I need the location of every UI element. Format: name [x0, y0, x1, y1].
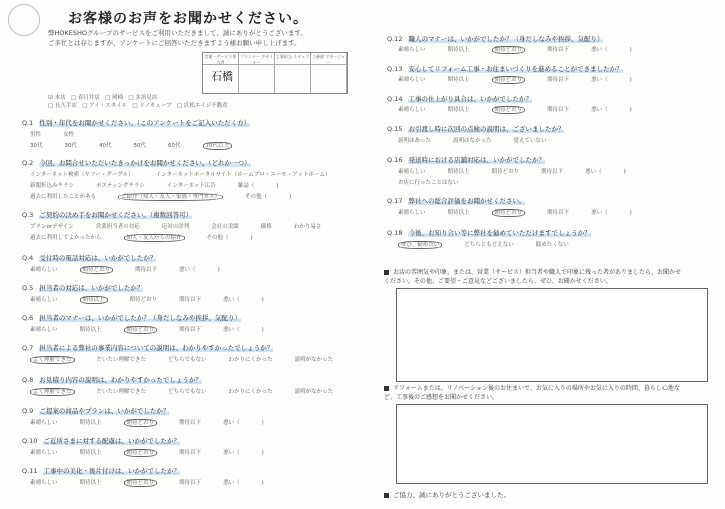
option[interactable]: 素晴らしい — [30, 297, 58, 303]
option[interactable]: 過去に利用したことがある — [30, 194, 97, 200]
option[interactable]: 価格 — [260, 224, 272, 230]
option[interactable]: 40代 — [99, 143, 112, 149]
option[interactable]: 期待以上 — [447, 210, 470, 216]
option[interactable]: 期待以下 — [547, 210, 570, 216]
option-selected[interactable]: ご紹介（知人・友人・家族・専門ガス） — [118, 193, 223, 201]
option[interactable]: 説明がなかった — [294, 389, 334, 395]
option[interactable]: 50代 — [133, 143, 146, 149]
option[interactable]: 説明がなかった — [294, 357, 334, 363]
question-5: Q.5 担当者の対応は、いかがでしたか？ — [22, 284, 144, 292]
option: ) — [289, 194, 292, 200]
option[interactable]: 素晴らしい — [398, 47, 426, 53]
option[interactable]: 期待以下 — [179, 450, 202, 456]
question-2-options — [30, 170, 352, 178]
option[interactable]: 男性 — [30, 132, 42, 138]
option[interactable]: 期待以上 — [447, 77, 470, 83]
option: ) — [261, 420, 264, 426]
question-2-options-3 — [30, 192, 313, 200]
stamp-header: 工事担当 スタッフ — [275, 53, 311, 93]
question-13: Q.13 安心してリフォーム工事・お住まいづくりを進めることができましたか？ — [387, 65, 623, 73]
option[interactable]: インターネット検索（ヤフー・グーグル） — [30, 172, 134, 178]
question-14: Q.14 工事の仕上がり具合は、いかがでしたか？ — [387, 95, 532, 103]
option-selected[interactable]: よく理解できた — [30, 356, 75, 364]
office-option[interactable]: □ リノキューブ — [132, 103, 172, 109]
office-option[interactable]: □ アイ・スタイル — [82, 103, 128, 109]
option-selected[interactable]: 期待以上 — [80, 296, 108, 304]
option[interactable]: 雑誌（ — [237, 183, 255, 189]
option[interactable]: 期待以下 — [179, 420, 202, 426]
option: ) — [261, 297, 264, 303]
question-7: Q.7 担当者による弊社の事業内容についての説明は、わかりやすかったでしょうか？ — [22, 344, 274, 352]
option[interactable]: インターネットポータルサイト（ホームプロ・エーモ・アットホーム） — [155, 172, 331, 178]
option-selected[interactable]: 期待どおり — [492, 106, 526, 114]
option[interactable]: 期待以上 — [79, 420, 102, 426]
question-1: Q.1 性別・年代をお聞かせください。（このアンケートをご記入いただく方） — [22, 119, 251, 127]
option[interactable]: 会社の実績 — [211, 224, 239, 230]
option[interactable]: 悪い（ — [591, 77, 608, 83]
option: ) — [629, 210, 632, 216]
option[interactable]: その他（ — [206, 235, 229, 241]
question-4-options — [30, 265, 242, 273]
option[interactable]: 素晴らしい — [398, 77, 426, 83]
option[interactable]: 悪い（ — [223, 450, 240, 456]
option: ) — [276, 183, 279, 189]
question-16-options — [398, 167, 648, 175]
option[interactable]: 説明はあった — [398, 138, 431, 144]
logo-seal — [8, 4, 40, 36]
option-selected[interactable]: 期待どおり — [124, 419, 158, 427]
option[interactable]: 素晴らしい — [398, 107, 426, 113]
option[interactable]: 期待以上 — [79, 450, 102, 456]
option[interactable]: どちらでもない — [168, 389, 207, 395]
option[interactable]: 期待以下 — [541, 169, 564, 175]
question-8-options — [30, 387, 355, 395]
comment-prompt-2: リフォームまたは、リノベーション後のお住まいで、お気に入りの場所やお気に入りの時間、暮らし心地など、工事後のご感想をお聞かせください。 — [384, 385, 680, 401]
question-3-options-2 — [30, 233, 275, 241]
question-17-options — [398, 208, 654, 216]
office-option[interactable]: □ 浜松エイジ不動産 — [176, 103, 228, 109]
question-10: Q.10 ご近所さまに対する配慮は、いかがでしたか？ — [22, 437, 180, 445]
option[interactable]: 悪い（ — [223, 327, 240, 333]
office-option[interactable]: □ 岡崎 — [105, 95, 124, 101]
question-8: Q.8 お見積り内容の説明は、わかりやすかったでしょうか？ — [22, 376, 202, 384]
option: ) — [217, 267, 220, 273]
bullet-icon — [384, 386, 389, 391]
option[interactable]: 悪い（ — [179, 267, 196, 273]
option-selected[interactable]: 期待どおり — [124, 326, 158, 334]
question-17: Q.17 弊社への総合評価をお聞かせください。 — [387, 197, 526, 205]
question-4: Q.4 受付時の電話対応は、いかがでしたか？ — [22, 254, 157, 262]
option: ) — [629, 47, 632, 53]
option-selected[interactable]: 期待どおり — [492, 46, 526, 54]
question-6-options — [30, 325, 286, 333]
option[interactable]: 営業担当者の対応 — [95, 224, 140, 230]
question-15: Q.15 お引渡し時に次回の点検の説明は、ございましたか？ — [387, 125, 565, 133]
option[interactable]: その他（ — [245, 194, 268, 200]
option[interactable]: どちらでもない — [168, 357, 207, 363]
option: ) — [250, 235, 253, 241]
footer-thanks: ご協力、誠にありがとうございました。 — [384, 490, 510, 499]
option[interactable]: 応対の評判 — [161, 224, 190, 230]
option[interactable]: 30代 — [30, 143, 43, 149]
option[interactable]: 覚えていない — [513, 138, 547, 144]
option: ) — [629, 107, 632, 113]
option[interactable]: わかり易さ — [293, 224, 322, 230]
option[interactable]: 新聞折込みチラシ — [30, 183, 75, 189]
option-selected[interactable]: 期待どおり — [80, 266, 114, 274]
question-12-options — [398, 45, 654, 53]
question-18-options — [398, 240, 591, 248]
option[interactable]: 期待以上 — [447, 107, 470, 113]
comment-field-1[interactable] — [396, 288, 708, 382]
option-selected[interactable]: 期待どおり — [492, 76, 526, 84]
page-title: お客様のお声をお聞かせください。 — [68, 11, 308, 27]
option[interactable]: 悪い（ — [585, 169, 602, 175]
option-selected[interactable]: 期待どおり — [124, 449, 158, 457]
office-option[interactable]: ☑ 本店 — [48, 95, 66, 101]
option[interactable]: 期待以下 — [547, 47, 570, 53]
option[interactable]: プランorデザイン — [30, 224, 74, 230]
option[interactable]: 悪い（ — [223, 420, 240, 426]
bullet-icon — [384, 493, 389, 498]
option[interactable]: 期待どおり — [129, 297, 158, 303]
option[interactable]: 素晴らしい — [398, 210, 426, 216]
option[interactable]: 悪い（ — [591, 47, 608, 53]
intro-line: ご多忙とは存じますが、アンケートにご回答いただきますよう様お願い申し上げます。 — [48, 39, 301, 47]
stamp-header: プランナー デザイナー — [239, 53, 275, 93]
office-option[interactable]: □ 長久手店 — [48, 103, 77, 109]
question-2-options-2 — [30, 181, 301, 189]
question-10-options — [30, 448, 286, 456]
question-16: Q.16 発送時における店舗対応は、いかがでしたか？ — [387, 156, 545, 164]
option[interactable]: 素晴らしい — [30, 327, 58, 333]
option[interactable]: 素晴らしい — [30, 480, 58, 486]
option[interactable]: だいたい理解できた — [96, 357, 147, 363]
option[interactable]: わかりにくかった — [228, 357, 273, 363]
question-6: Q.6 担当者のマナーは、いかがでしたか？（身だしなみや挨拶、気配り） — [22, 314, 241, 322]
option-selected[interactable]: よく理解できた — [30, 388, 75, 396]
intro-line: 弊HOKESHOグループのサービスをご利用いただきまして、誠にありがとうございます。 — [48, 29, 307, 37]
option: ) — [623, 169, 626, 175]
option: ) — [629, 77, 632, 83]
option[interactable]: 期待以下 — [179, 480, 202, 486]
option[interactable]: わかりにくかった — [228, 389, 273, 395]
stamp-divider — [203, 64, 347, 65]
option[interactable]: 60代 — [168, 143, 181, 149]
stamp-header: 工務部 マネージャー — [311, 53, 347, 93]
question-3-options — [30, 222, 343, 230]
question-18: Q.18 今後、お知り合い等に弊社を勧めていただけますでしょうか？ — [387, 229, 591, 237]
option[interactable]: 悪い（ — [223, 297, 240, 303]
question-5-options — [30, 295, 286, 303]
option[interactable]: 期待以上 — [447, 47, 470, 53]
option-selected[interactable]: 期待どおり — [492, 209, 526, 217]
option-selected[interactable]: ぜひ、勧めたい — [398, 241, 442, 249]
option[interactable]: 悪い（ — [591, 107, 608, 113]
option[interactable]: 女性 — [63, 132, 75, 138]
option[interactable]: 期待以上 — [79, 480, 102, 486]
option[interactable]: 素晴らしい — [30, 420, 58, 426]
option: ) — [261, 450, 264, 456]
option-selected[interactable]: 知人・友人からの紹介 — [124, 234, 185, 242]
comment-prompt-1: お店の雰囲気や印象、または、営業（サービス）担当者や職人で印象に残った者がありましたら、お聞かせください。その他、ご要望・ご意見などございましたら、ぜひ、お聞かせください。 — [384, 269, 682, 285]
option[interactable]: 期待以上 — [447, 169, 470, 175]
option[interactable]: 期待以下 — [547, 107, 570, 113]
question-13-options — [398, 75, 654, 83]
option[interactable]: ポスティングチラシ — [96, 183, 145, 189]
question-1-options-age — [30, 141, 254, 149]
option[interactable]: 期待以下 — [179, 327, 202, 333]
option[interactable]: 勧めたくない — [535, 242, 569, 248]
option-selected[interactable]: 期待どおり — [124, 479, 158, 487]
stamp-header: 営業・サービス担当者 — [203, 53, 239, 93]
bullet-icon — [384, 270, 389, 275]
option[interactable]: 悪い（ — [591, 210, 608, 216]
question-1-options — [30, 130, 96, 138]
question-9: Q.9 ご提案の商品やプランは、いかがでしたか？ — [22, 407, 170, 415]
option[interactable]: 過去に利用してよかったから — [30, 235, 102, 241]
option: ) — [261, 327, 264, 333]
question-11-options — [30, 478, 286, 486]
option[interactable]: お店に行ったことはない — [398, 180, 459, 186]
question-3: Q.3 ご契約の決め手をお聞かせください。（複数回答可） — [22, 211, 193, 219]
handwritten-name: 石橋 — [211, 70, 233, 83]
comment-field-2[interactable] — [396, 404, 708, 484]
option[interactable]: 素晴らしい — [398, 169, 426, 175]
option[interactable]: 期待どおり — [491, 169, 520, 175]
option[interactable]: 期待以下 — [547, 77, 570, 83]
option[interactable]: 素晴らしい — [30, 450, 58, 456]
office-option[interactable]: □ 多治見店 — [128, 95, 158, 101]
question-2: Q.2 今回、お問合せいただいたきっかけをお聞かせください。（どれか一つ） — [22, 159, 251, 167]
question-12: Q.12 職人のマナーは、いかがでしたか？（身だしなみや挨拶、気配り） — [387, 35, 604, 43]
option[interactable]: だいたい理解できた — [96, 389, 147, 395]
option: ) — [261, 480, 264, 486]
option[interactable]: 30代 — [64, 143, 77, 149]
option[interactable]: 悪い（ — [223, 480, 240, 486]
option[interactable]: 期待以上 — [79, 327, 102, 333]
office-options — [48, 94, 268, 110]
question-7-options — [30, 355, 355, 363]
option[interactable]: 期待以下 — [179, 297, 202, 303]
option[interactable]: 説明はなかった — [452, 138, 492, 144]
option[interactable]: 素晴らしい — [30, 267, 58, 273]
option-selected[interactable]: 70代以上 — [203, 142, 233, 150]
question-14-options — [398, 105, 654, 113]
option[interactable]: 期待以下 — [135, 267, 158, 273]
question-9-options — [30, 418, 286, 426]
intro-text — [48, 28, 348, 48]
option[interactable]: どちらとも言えない — [464, 242, 514, 248]
question-15-options — [398, 136, 568, 144]
option[interactable]: インターネット広告 — [166, 183, 216, 189]
question-16-options-2 — [398, 178, 481, 186]
office-option[interactable]: □ 春日井店 — [70, 95, 100, 101]
question-11: Q.11 工事中の美化・後片付けは、いかがでしたか？ — [22, 467, 180, 475]
